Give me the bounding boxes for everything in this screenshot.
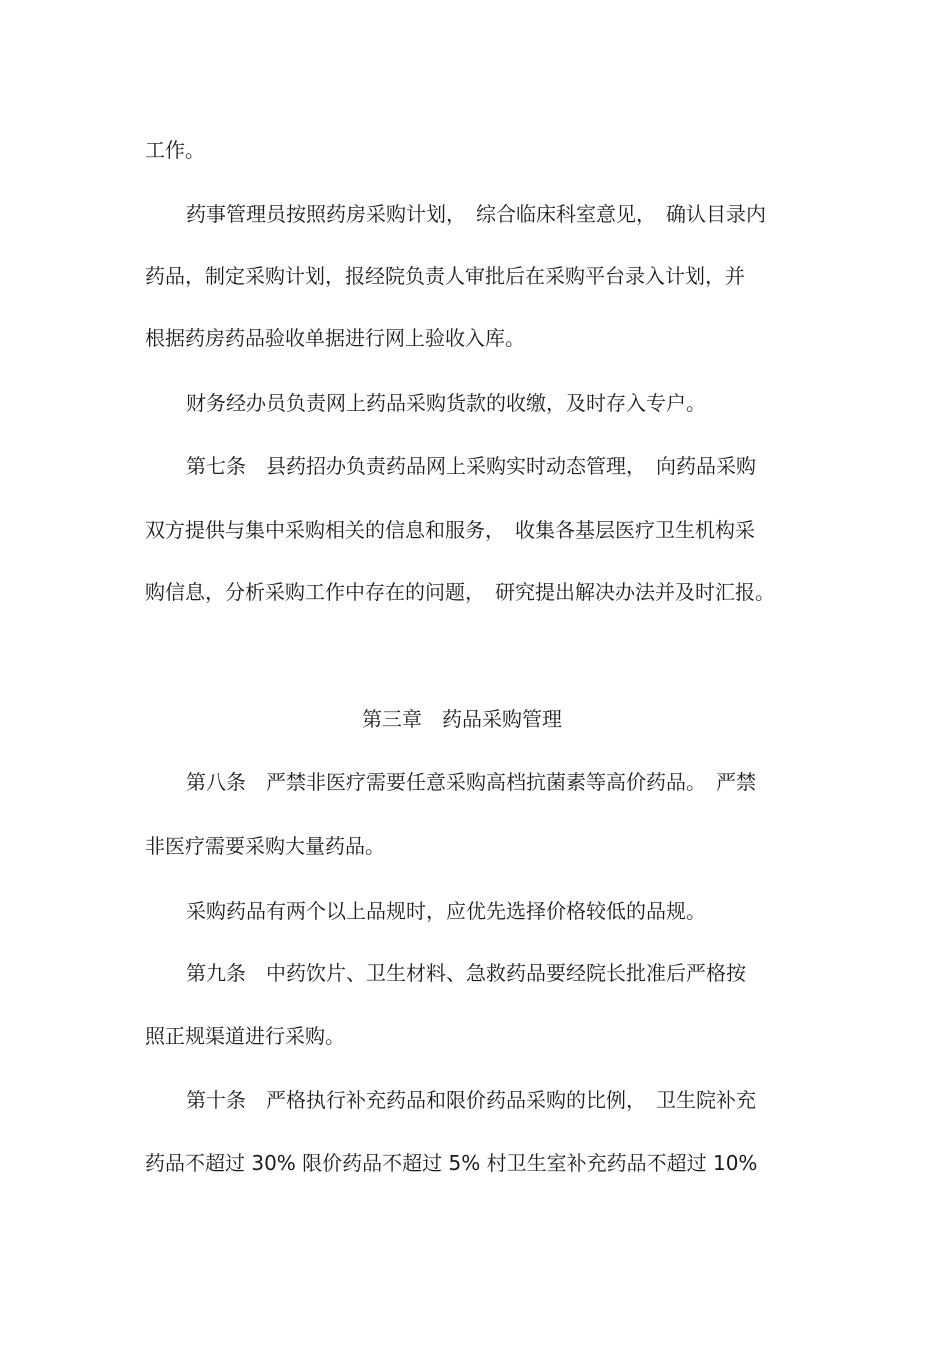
paragraph-line: 第九条 中药饮片、卫生材料、急救药品要经院长批准后严格按 [186, 961, 746, 985]
paragraph-line: 购信息，分析采购工作中存在的问题， 研究提出解决办法并及时汇报。 [145, 580, 775, 604]
paragraph-line: 财务经办员负责网上药品采购货款的收缴，及时存入专户。 [186, 391, 706, 415]
paragraph-line: 工作。 [145, 138, 205, 162]
paragraph-line: 第八条 严禁非医疗需要任意采购高档抗菌素等高价药品。 严禁 [186, 770, 756, 794]
paragraph-line: 药品不超过 30% 限价药品不超过 5% 村卫生室补充药品不超过 10% [145, 1151, 758, 1175]
paragraph-line: 双方提供与集中采购相关的信息和服务， 收集各基层医疗卫生机构采 [145, 518, 755, 542]
paragraph-line: 采购药品有两个以上品规时，应优先选择价格较低的品规。 [186, 899, 706, 923]
paragraph-line: 非医疗需要采购大量药品。 [145, 834, 385, 858]
paragraph-line: 药品，制定采购计划，报经院负责人审批后在采购平台录入计划，并 [145, 264, 745, 288]
paragraph-line: 根据药房药品验收单据进行网上验收入库。 [145, 326, 525, 350]
paragraph-line: 第七条 县药招办负责药品网上采购实时动态管理， 向药品采购 [186, 454, 756, 478]
paragraph-line: 第十条 严格执行补充药品和限价药品采购的比例， 卫生院补充 [186, 1088, 756, 1112]
paragraph-line: 药事管理员按照药房采购计划， 综合临床科室意见， 确认目录内 [186, 202, 766, 226]
chapter-heading: 第三章 药品采购管理 [362, 707, 562, 731]
paragraph-line: 照正规渠道进行采购。 [145, 1024, 345, 1048]
